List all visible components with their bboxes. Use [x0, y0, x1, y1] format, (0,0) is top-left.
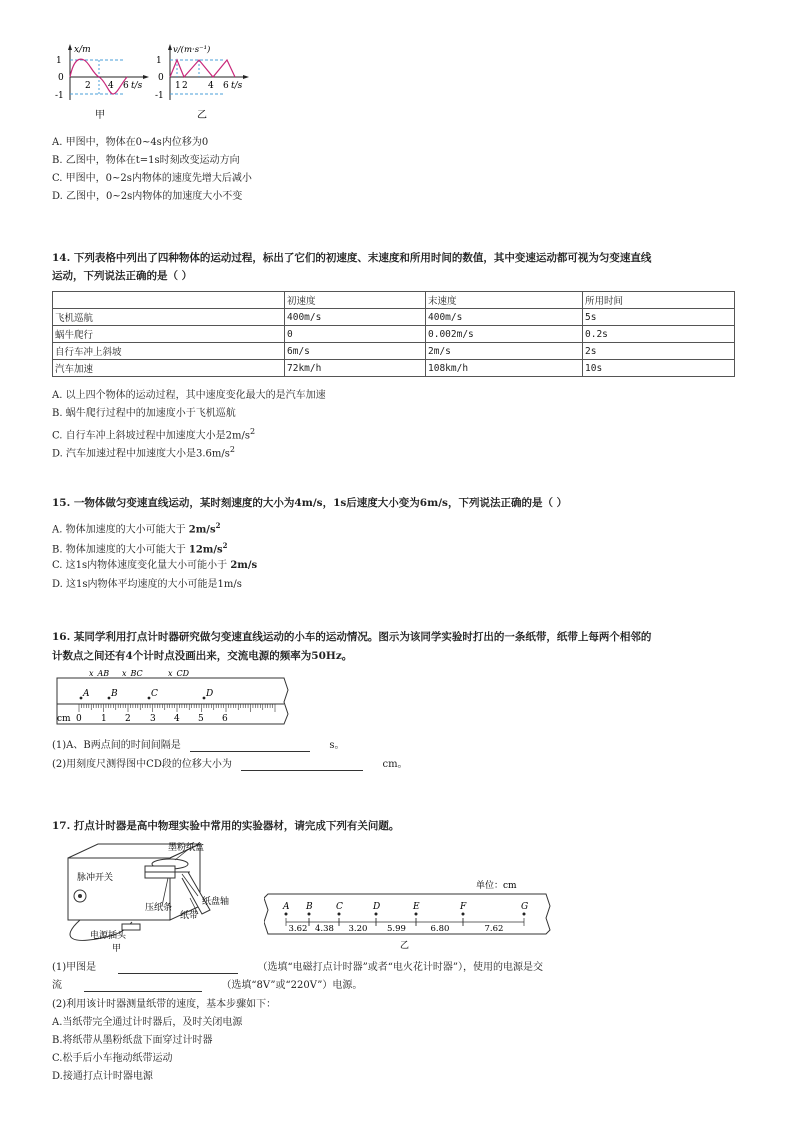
tape-point-label: G [521, 902, 529, 912]
distance-label: 7.62 [484, 924, 504, 934]
label-disk-axis: 纸盘轴 [202, 897, 230, 907]
label-pulse-switch: 脉冲开关 [77, 873, 114, 883]
q13-option-a: A. 甲图中，物体在0~4s内位移为0 [52, 137, 209, 148]
ylabel: x/m [74, 45, 91, 55]
ruler-5: 5 [198, 714, 204, 724]
table-cell: 2s [583, 343, 735, 360]
table-cell: 0.2s [583, 326, 735, 343]
q17-step-a: A.当纸带完全通过计时器后，及时关闭电源 [52, 1017, 243, 1028]
table-cell: 400m/s [285, 309, 426, 326]
graph-jia [55, 40, 155, 122]
q17-sub1-line1: (1)甲图是 （选填“电磁打点计时器”或者“电火花计时器”），使用的电源是交 [52, 962, 543, 973]
q17-sub1-line2: 流 （选填“8V”或“220V”）电源。 [52, 980, 363, 991]
tick-neg1: -1 [155, 91, 164, 101]
point-b: B [111, 689, 118, 699]
segment-xbc: x_BC [122, 669, 143, 678]
table-cell: 108km/h [426, 360, 583, 377]
distance-label: 6.80 [430, 924, 450, 934]
graph-yi [155, 40, 255, 122]
answer-blank[interactable] [84, 981, 202, 992]
q17-sub2: (2)利用该计时器测量纸带的速度，基本步骤如下： [52, 999, 277, 1010]
point-d: D [206, 689, 214, 699]
tape-point-label: E [413, 902, 420, 912]
tick-x4: 4 [108, 81, 114, 91]
q14-option-b: B. 蜗牛爬行过程中的加速度小于飞机巡航 [52, 408, 236, 419]
tape-dot [415, 913, 418, 916]
q15-option-d: D. 这1s内物体平均速度的大小可能是1m/s [52, 579, 242, 590]
q17-figure-yi [264, 878, 554, 952]
table-header-row [53, 292, 735, 309]
label-press-strip: 压纸条 [145, 903, 173, 913]
table-header: 所用时间 [583, 292, 735, 309]
tick-x6: 6 [223, 81, 229, 91]
tick-x2: 2 [182, 81, 188, 91]
tape-point-label: C [336, 902, 343, 912]
table-row [53, 343, 735, 360]
distance-label: 4.38 [315, 924, 334, 934]
tape-dot [308, 913, 311, 916]
ruler-1: 1 [101, 714, 107, 724]
q16-stem-line2: 计数点之间还有4个计时点没画出来，交流电源的频率为50Hz。 [52, 650, 353, 662]
table-header: 末速度 [426, 292, 583, 309]
table-cell: 5s [583, 309, 735, 326]
table-row [53, 360, 735, 377]
tape-point-label: A [283, 902, 290, 912]
table-cell: 10s [583, 360, 735, 377]
q17-figure-jia [50, 838, 270, 956]
q13-option-b: B. 乙图中，物体在t=1s时刻改变运动方向 [52, 155, 240, 166]
point-c: C [151, 689, 158, 699]
q15-stem: 15. 一物体做匀变速直线运动，某时刻速度的大小为4m/s，1s后速度大小变为6m/s，下列说法正确的是（ ） [52, 497, 568, 509]
answer-blank[interactable] [118, 963, 238, 974]
q15-option-b: B. 物体加速度的大小可能大于 $12m/s^2$ [52, 541, 228, 556]
label-paper-tape: 纸带 [180, 911, 199, 921]
segment-xcd: x_CD [168, 669, 190, 678]
distance-label: 3.62 [288, 924, 308, 934]
tick-x1: 1 [175, 81, 181, 91]
ruler-6: 6 [222, 714, 228, 724]
label-power-plug: 电源插头 [90, 931, 127, 941]
table-cell: 飞机巡航 [53, 309, 285, 326]
q16-stem-line1: 16. 某同学利用打点计时器研究做匀变速直线运动的小车的运动情况。图示为该同学实验时打出的一条纸带，纸带上每两个相邻的 [52, 631, 652, 643]
tape-point-label: D [373, 902, 381, 912]
q14-option-a: A. 以上四个物体的运动过程，其中速度变化最大的是汽车加速 [52, 390, 326, 401]
tick-0: 0 [58, 73, 64, 83]
tape-point-label: B [306, 902, 313, 912]
caption-yi: 乙 [197, 110, 207, 121]
table-cell: 0.002m/s [426, 326, 583, 343]
q16-tape-figure [52, 668, 302, 730]
unit-label: 单位：cm [476, 881, 517, 891]
table-header [53, 292, 285, 309]
xlabel: t/s [131, 81, 143, 91]
table-row [53, 326, 735, 343]
ruler-unit: cm [57, 714, 71, 724]
ylabel: v/(m·s⁻¹) [173, 45, 211, 55]
ruler-0: 0 [76, 714, 82, 724]
label-ink-box: 墨粉纸盒 [168, 843, 205, 853]
q16-sub2: (2)用刻度尺测得图中CD段的位移大小为 cm。 [52, 759, 408, 770]
tape-dot [462, 913, 465, 916]
q16-sub1: (1)A、B两点间的时间间隔是 s。 [52, 740, 345, 751]
ruler-ticks [79, 704, 275, 712]
tape-point-label: F [460, 902, 467, 912]
table-cell: 自行车冲上斜坡 [53, 343, 285, 360]
segment-xab: x_AB [89, 669, 110, 678]
q17-stem: 17. 打点计时器是高中物理实验中常用的实验器材，请完成下列有关问题。 [52, 820, 400, 832]
q13-option-d: D. 乙图中，0~2s内物体的加速度大小不变 [52, 191, 243, 202]
tick-x4: 4 [208, 81, 214, 91]
q17-step-c: C.松手后小车拖动纸带运动 [52, 1053, 173, 1064]
tape-dot [375, 913, 378, 916]
tick-neg1: -1 [55, 91, 64, 101]
ruler-4: 4 [174, 714, 180, 724]
ruler-3: 3 [150, 714, 156, 724]
tape-dot [338, 913, 341, 916]
tick-x2: 2 [85, 81, 91, 91]
distance-label: 3.20 [348, 924, 368, 934]
q14-stem-line1: 14. 下列表格中列出了四种物体的运动过程，标出了它们的初速度、末速度和所用时间的数值，其中变速运动都可视为匀变速直线 [52, 252, 652, 264]
table-cell: 400m/s [426, 309, 583, 326]
point-a: A [83, 689, 90, 699]
q17-step-d: D.接通打点计时器电源 [52, 1071, 153, 1082]
table-cell: 6m/s [285, 343, 426, 360]
tick-1: 1 [156, 56, 162, 66]
tick-1: 1 [56, 56, 62, 66]
table-header: 初速度 [285, 292, 426, 309]
tick-0: 0 [158, 73, 164, 83]
table-cell: 2m/s [426, 343, 583, 360]
table-row [53, 309, 735, 326]
answer-blank[interactable] [190, 741, 310, 752]
tape-points [282, 902, 528, 934]
q17-step-b: B.将纸带从墨粉纸盘下面穿过计时器 [52, 1035, 213, 1046]
table-cell: 汽车加速 [53, 360, 285, 377]
q13-option-c: C. 甲图中，0~2s内物体的速度先增大后减小 [52, 173, 252, 184]
caption-yi: 乙 [400, 941, 410, 951]
table-cell: 蜗牛爬行 [53, 326, 285, 343]
q14-table [52, 291, 735, 377]
answer-blank[interactable] [241, 760, 363, 771]
q14-option-d: D. 汽车加速过程中加速度大小是$3.6m/s^2$ [52, 445, 235, 460]
ruler-2: 2 [125, 714, 131, 724]
distance-label: 5.99 [387, 924, 406, 934]
tape-dot [285, 913, 288, 916]
q14-stem-line2: 运动，下列说法正确的是（ ） [52, 270, 193, 282]
tape-dot [523, 913, 526, 916]
table-cell: 72km/h [285, 360, 426, 377]
q14-option-c: C. 自行车冲上斜坡过程中加速度大小是$2m/s^2$ [52, 427, 256, 442]
q15-option-a: A. 物体加速度的大小可能大于 $2m/s^2$ [52, 521, 221, 536]
table-cell: 0 [285, 326, 426, 343]
caption-jia: 甲 [112, 944, 122, 954]
xlabel: t/s [231, 81, 243, 91]
caption-jia: 甲 [95, 110, 105, 121]
tick-x6: 6 [123, 81, 129, 91]
q15-option-c: C. 这1s内物体速度变化量大小可能小于 2m/s [52, 560, 258, 571]
